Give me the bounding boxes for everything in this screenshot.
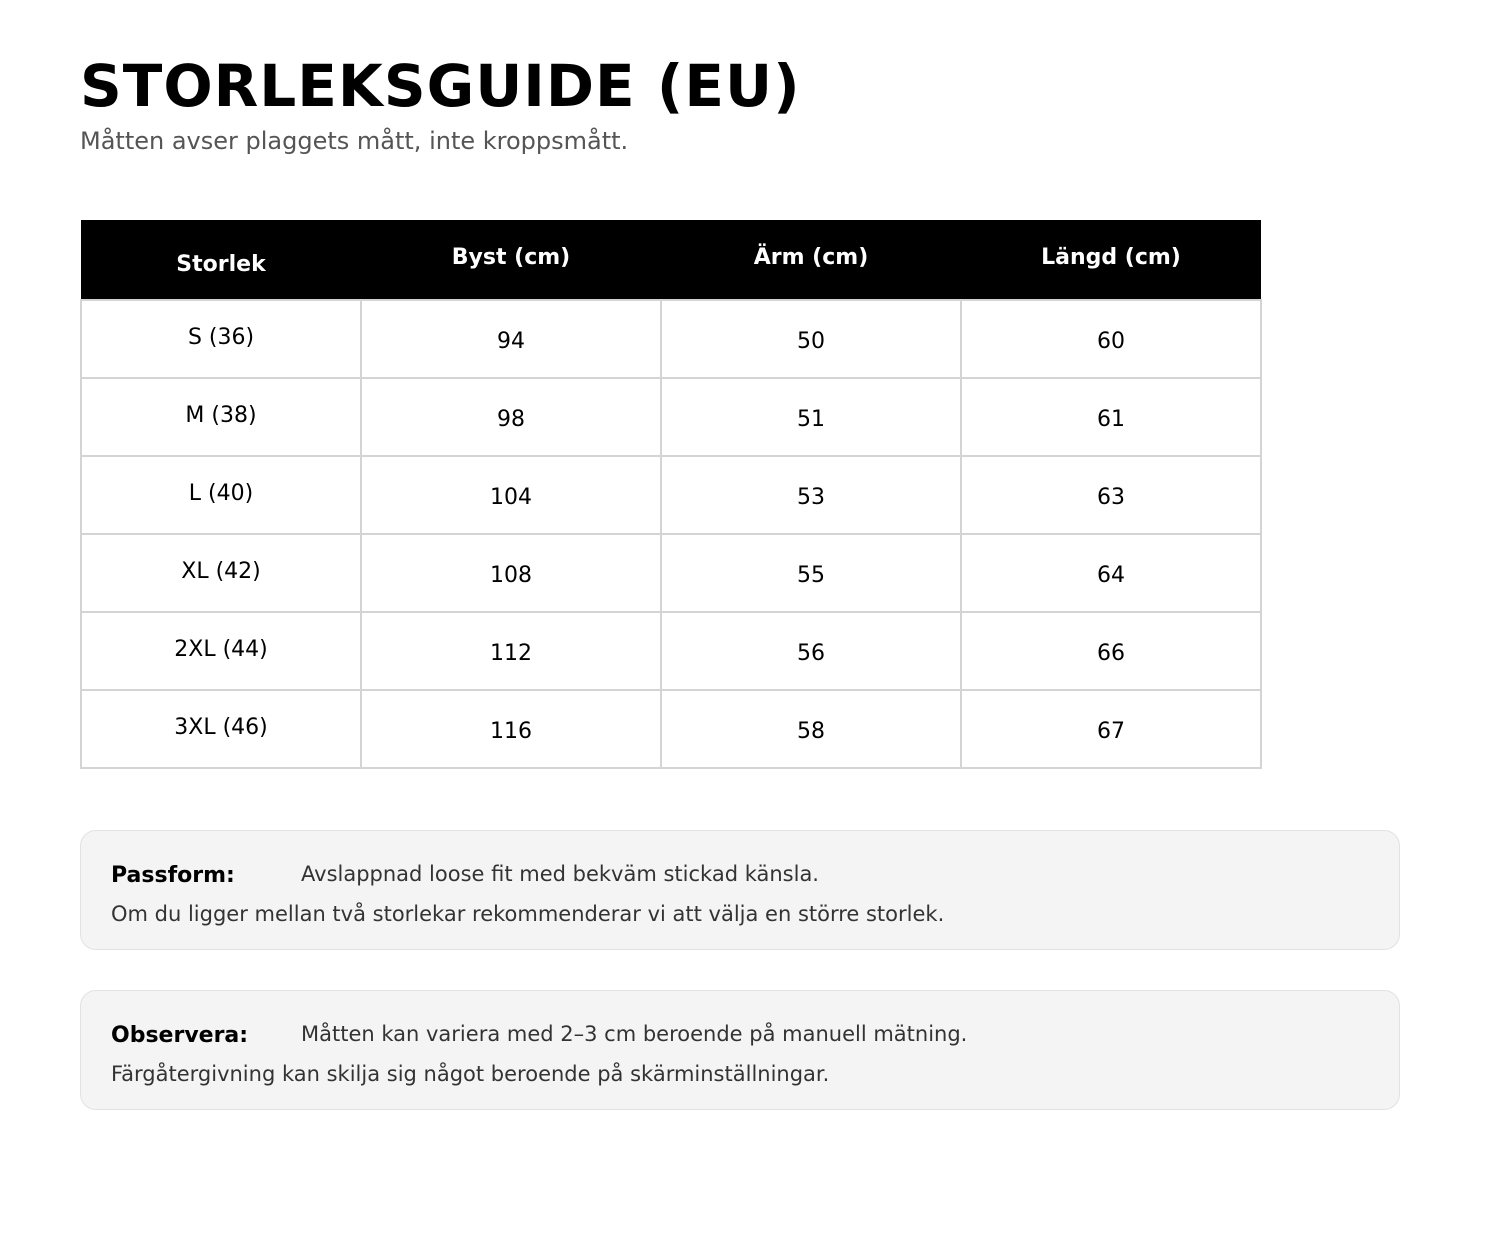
observe-note-color-disclaimer: Färgåtergivning kan skilja sig något beroende på skärminställningar. (111, 1062, 830, 1086)
table-row (81, 690, 1261, 768)
observe-note-box (80, 990, 1400, 1110)
bust-cell: 112 (361, 612, 661, 690)
table-row (81, 456, 1261, 534)
bust-cell: 108 (361, 534, 661, 612)
fit-note-label: Passform: (111, 863, 235, 888)
length-cell: 66 (961, 612, 1261, 690)
size-table (80, 220, 1262, 769)
column-header-sleeve: Ärm (cm) (661, 220, 961, 300)
length-cell: 60 (961, 300, 1261, 378)
table-row (81, 378, 1261, 456)
fit-note-box (80, 830, 1400, 950)
column-header-length: Längd (cm) (961, 220, 1261, 300)
column-header-size: Storlek (81, 220, 361, 300)
length-cell: 63 (961, 456, 1261, 534)
table-row (81, 612, 1261, 690)
sleeve-cell: 56 (661, 612, 961, 690)
page-title: STORLEKSGUIDE (EU) (80, 52, 801, 120)
observe-note-label: Observera: (111, 1023, 249, 1048)
size-cell: L (40) (81, 456, 361, 534)
table-header-row (81, 220, 1261, 300)
length-cell: 64 (961, 534, 1261, 612)
bust-cell: 98 (361, 378, 661, 456)
sleeve-cell: 51 (661, 378, 961, 456)
size-cell: 2XL (44) (81, 612, 361, 690)
page-subtitle: Måtten avser plaggets mått, inte kroppsmått. (80, 127, 629, 155)
sleeve-cell: 50 (661, 300, 961, 378)
table-row (81, 300, 1261, 378)
observe-note-text: Måtten kan variera med 2–3 cm beroende på manuell mätning. (301, 1022, 968, 1046)
bust-cell: 94 (361, 300, 661, 378)
sleeve-cell: 53 (661, 456, 961, 534)
length-cell: 67 (961, 690, 1261, 768)
sleeve-cell: 58 (661, 690, 961, 768)
sleeve-cell: 55 (661, 534, 961, 612)
fit-note-recommendation: Om du ligger mellan två storlekar rekommenderar vi att välja en större storlek. (111, 902, 945, 926)
bust-cell: 104 (361, 456, 661, 534)
fit-note-text: Avslappnad loose fit med bekväm stickad känsla. (301, 862, 819, 886)
bust-cell: 116 (361, 690, 661, 768)
size-cell: XL (42) (81, 534, 361, 612)
size-cell: M (38) (81, 378, 361, 456)
size-cell: S (36) (81, 300, 361, 378)
length-cell: 61 (961, 378, 1261, 456)
size-cell: 3XL (46) (81, 690, 361, 768)
table-row (81, 534, 1261, 612)
column-header-bust: Byst (cm) (361, 220, 661, 300)
